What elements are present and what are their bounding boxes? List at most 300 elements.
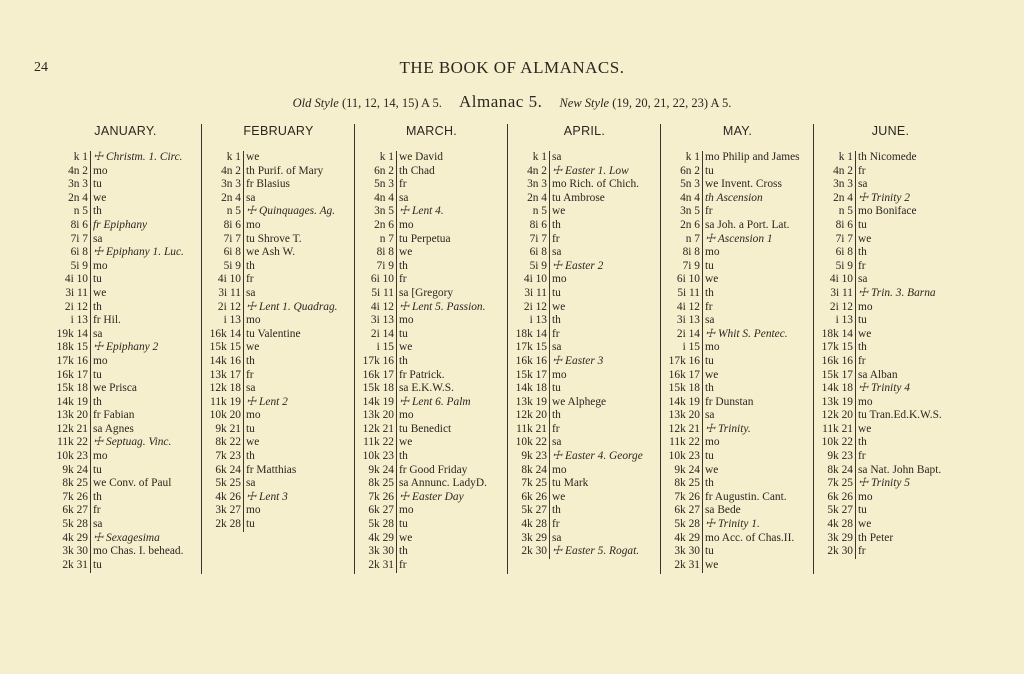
day-row [664, 341, 811, 355]
day-number: 8k 24 [827, 463, 853, 476]
day-number: 8i 6 [70, 218, 88, 231]
day-entry: fr [552, 327, 560, 340]
day-row [664, 409, 811, 423]
day-number: 13k 17 [209, 368, 241, 381]
day-row [664, 178, 811, 192]
day-number: n 7 [685, 232, 700, 245]
day-number: 15k 18 [668, 382, 700, 395]
day-entry: mo [399, 409, 414, 422]
day-entry: fr Blasius [246, 178, 290, 191]
day-row [664, 260, 811, 274]
day-row [664, 205, 811, 219]
day-number: 9k 24 [368, 463, 394, 476]
column-rule [549, 151, 550, 559]
day-row [52, 382, 199, 396]
day-row [817, 151, 964, 165]
day-entry: mo [246, 314, 261, 327]
day-row [205, 504, 352, 518]
day-row [817, 477, 964, 491]
day-entry: sa [246, 477, 256, 490]
day-row [52, 545, 199, 559]
day-number: 4i 10 [523, 273, 547, 286]
day-entry: fr [858, 354, 866, 367]
day-row [205, 491, 352, 505]
day-number: 4k 29 [62, 531, 88, 544]
day-entry: we [399, 436, 413, 449]
day-entry: fr [246, 368, 254, 381]
day-number: 4k 29 [674, 531, 700, 544]
day-entry: we [858, 422, 872, 435]
day-number: 2n 4 [221, 191, 241, 204]
day-row [358, 328, 505, 342]
day-number: 10k 23 [362, 450, 394, 463]
day-row [817, 287, 964, 301]
day-number: 7k 25 [827, 477, 853, 490]
day-number: 16k 17 [362, 368, 394, 381]
day-entry: th [246, 259, 255, 272]
day-row [358, 355, 505, 369]
day-row [52, 341, 199, 355]
day-entry: we [93, 191, 107, 204]
day-row [52, 409, 199, 423]
day-entry: mo [93, 354, 108, 367]
day-entry: we [399, 531, 413, 544]
day-number: 13k 20 [362, 409, 394, 422]
day-entry: we Ash W. [246, 246, 296, 259]
day-entry: mo Chas. I. behead. [93, 545, 184, 558]
day-row [664, 192, 811, 206]
day-entry: mo [552, 273, 567, 286]
day-number: 6i 8 [835, 246, 853, 259]
day-number: 14k 19 [56, 395, 88, 408]
day-row [664, 246, 811, 260]
month-column-may [664, 124, 811, 572]
day-number: 5n 3 [374, 178, 394, 191]
day-row [358, 450, 505, 464]
day-entry: tu [399, 518, 408, 531]
day-entry: we Prisca [93, 382, 137, 395]
day-row [52, 165, 199, 179]
day-number: 5k 25 [215, 477, 241, 490]
day-number: 3n 5 [374, 205, 394, 218]
day-entry: sa [552, 151, 562, 163]
day-number: 12k 21 [56, 422, 88, 435]
day-row [511, 192, 658, 206]
day-number: 4n 4 [680, 191, 700, 204]
day-entry: fr [399, 178, 407, 191]
day-entry: ☩ Epiphany 1. Luc. [93, 246, 184, 259]
day-number: k 1 [379, 151, 394, 163]
day-entry: tu [705, 259, 714, 272]
day-row [358, 518, 505, 532]
day-number: i 13 [70, 314, 88, 327]
day-entry: th [552, 409, 561, 422]
day-entry: sa [552, 341, 562, 354]
day-row [817, 396, 964, 410]
day-entry: ☩ Easter 1. Low [552, 164, 629, 177]
day-number: 17k 15 [821, 341, 853, 354]
day-row [817, 341, 964, 355]
month-column-march [358, 124, 505, 572]
day-number: 2n 4 [68, 191, 88, 204]
day-row [664, 450, 811, 464]
day-row [511, 518, 658, 532]
day-row [817, 504, 964, 518]
day-number: 3i 11 [218, 286, 241, 299]
day-number: i 15 [376, 341, 394, 354]
day-row [52, 355, 199, 369]
day-row [817, 545, 964, 559]
day-number: i 13 [529, 314, 547, 327]
day-row [664, 477, 811, 491]
day-row [205, 287, 352, 301]
day-row [205, 423, 352, 437]
day-number: 7i 7 [835, 232, 853, 245]
day-number: 4i 10 [217, 273, 241, 286]
month-divider [507, 124, 508, 574]
day-entry: mo [93, 450, 108, 463]
day-entry: mo [93, 164, 108, 177]
day-number: 4n 4 [374, 191, 394, 204]
day-number: 11k 19 [210, 395, 241, 408]
day-entry: fr [705, 300, 713, 313]
day-entry: fr [858, 164, 866, 177]
day-entry: mo [399, 314, 414, 327]
day-number: 3n 3 [833, 178, 853, 191]
day-row [511, 178, 658, 192]
day-row [664, 382, 811, 396]
day-entry: sa E.K.W.S. [399, 382, 454, 395]
day-number: 5k 28 [674, 518, 700, 531]
day-row [358, 396, 505, 410]
day-row [205, 314, 352, 328]
day-entry: tu [399, 327, 408, 340]
day-entry: mo [705, 341, 720, 354]
day-row [511, 491, 658, 505]
day-entry: sa [858, 273, 868, 286]
day-number: 2i 12 [523, 300, 547, 313]
day-entry: th [246, 354, 255, 367]
day-entry: sa Bede [705, 504, 741, 517]
day-row [52, 219, 199, 233]
day-entry: fr [858, 545, 866, 558]
column-rule [243, 151, 244, 532]
day-number: 2k 31 [674, 558, 700, 571]
day-row [358, 314, 505, 328]
day-number: 2n 4 [833, 191, 853, 204]
day-row [205, 369, 352, 383]
day-number: i 13 [223, 314, 241, 327]
day-row [817, 355, 964, 369]
day-number: 10k 23 [668, 450, 700, 463]
day-row [358, 273, 505, 287]
day-number: 7i 9 [682, 259, 700, 272]
day-number: 4n 2 [527, 164, 547, 177]
day-row [817, 491, 964, 505]
day-entry: we [705, 368, 719, 381]
day-number: 3i 13 [370, 314, 394, 327]
day-number: 2i 12 [217, 300, 241, 313]
day-number: 10k 22 [821, 436, 853, 449]
day-entry: fr Good Friday [399, 463, 468, 476]
day-number: 13k 19 [515, 395, 547, 408]
day-number: i 15 [682, 341, 700, 354]
day-entry: sa [93, 327, 103, 340]
day-entry: tu Benedict [399, 422, 452, 435]
almanac-label: Almanac 5. [458, 92, 543, 111]
day-row [205, 151, 352, 165]
day-number: 5n 3 [680, 178, 700, 191]
day-row [52, 559, 199, 573]
month-column-june [817, 124, 964, 572]
day-row [358, 260, 505, 274]
day-number: 15k 18 [56, 382, 88, 395]
day-entry: ☩ Trinity 2 [858, 191, 910, 204]
day-row [205, 178, 352, 192]
day-row [664, 328, 811, 342]
day-entry: tu [705, 164, 714, 177]
day-row [205, 409, 352, 423]
day-entry: ☩ Trinity 5 [858, 477, 910, 490]
day-number: 17k 16 [362, 354, 394, 367]
day-row [205, 341, 352, 355]
months-table [52, 124, 952, 574]
month-name: JUNE. [871, 124, 910, 138]
day-list [205, 151, 352, 532]
day-row [52, 518, 199, 532]
day-number: 3i 11 [65, 286, 88, 299]
day-row [664, 504, 811, 518]
day-row [664, 273, 811, 287]
day-row [358, 504, 505, 518]
day-entry: mo [399, 504, 414, 517]
day-number: 19k 14 [56, 327, 88, 340]
day-number: k 1 [532, 151, 547, 163]
day-entry: mo Boniface [858, 205, 917, 218]
day-row [52, 287, 199, 301]
day-number: k 1 [685, 151, 700, 163]
day-entry: tu [552, 286, 561, 299]
day-row [664, 518, 811, 532]
month-name: FEBRUARY [243, 124, 314, 138]
day-row [664, 436, 811, 450]
day-entry: tu Tran.Ed.K.W.S. [858, 409, 942, 422]
day-row [358, 165, 505, 179]
day-entry: fr [552, 232, 560, 245]
day-row [358, 219, 505, 233]
day-number: 15k 18 [362, 382, 394, 395]
day-entry: th Ascension [705, 191, 763, 204]
day-entry: we [705, 463, 719, 476]
column-rule [855, 151, 856, 559]
day-entry: we [399, 246, 413, 259]
day-entry: we Invent. Cross [705, 178, 782, 191]
day-row [205, 273, 352, 287]
day-row [205, 233, 352, 247]
day-entry: we [705, 558, 719, 571]
day-entry: tu [705, 450, 714, 463]
day-row [358, 409, 505, 423]
day-number: 6k 26 [521, 490, 547, 503]
day-entry: ☩ Trinity. [705, 422, 751, 435]
day-entry: tu [858, 218, 867, 231]
day-row [205, 205, 352, 219]
day-row [511, 532, 658, 546]
day-entry: fr Matthias [246, 463, 297, 476]
day-entry: we Conv. of Paul [93, 477, 172, 490]
day-entry: tu Ambrose [552, 191, 605, 204]
day-row [205, 518, 352, 532]
day-row [817, 518, 964, 532]
day-number: 8i 8 [376, 246, 394, 259]
day-entry: ☩ Lent 5. Passion. [399, 300, 486, 313]
day-list [511, 151, 658, 559]
day-number: 3n 3 [527, 178, 547, 191]
day-number: 11k 22 [363, 436, 394, 449]
day-number: 3n 3 [221, 178, 241, 191]
day-entry: mo [552, 463, 567, 476]
day-entry: mo Philip and James [705, 151, 800, 163]
day-list [817, 151, 964, 559]
day-row [511, 205, 658, 219]
day-entry: fr Fabian [93, 409, 135, 422]
day-number: 6i 10 [370, 273, 394, 286]
day-number: 16k 16 [821, 354, 853, 367]
day-row [52, 491, 199, 505]
day-number: 3k 30 [674, 545, 700, 558]
day-entry: fr Dunstan [705, 395, 754, 408]
day-entry: th [705, 382, 714, 395]
day-row [664, 491, 811, 505]
day-entry: ☩ Easter 4. George [552, 450, 643, 463]
new-style-numbers: (19, 20, 21, 22, 23) A 5. [612, 96, 732, 110]
day-number: 17k 16 [56, 354, 88, 367]
day-number: 17k 15 [515, 341, 547, 354]
day-row [358, 532, 505, 546]
day-number: n 7 [379, 232, 394, 245]
day-number: 4k 28 [827, 518, 853, 531]
day-entry: sa [705, 409, 715, 422]
day-row [511, 301, 658, 315]
day-row [358, 491, 505, 505]
day-entry: we [858, 327, 872, 340]
day-entry: sa [246, 191, 256, 204]
month-name: MARCH. [405, 124, 458, 138]
day-row [511, 273, 658, 287]
day-entry: tu [93, 558, 102, 571]
day-row [52, 532, 199, 546]
day-number: 15k 15 [209, 341, 241, 354]
day-row [511, 355, 658, 369]
day-number: 13k 20 [56, 409, 88, 422]
month-column-january [52, 124, 199, 572]
day-entry: th Nicomede [858, 151, 917, 163]
day-number: 3n 3 [68, 178, 88, 191]
day-row [664, 355, 811, 369]
day-row [817, 273, 964, 287]
day-entry: tu [705, 354, 714, 367]
day-number: 3k 30 [368, 545, 394, 558]
day-row [52, 273, 199, 287]
day-number: 8k 25 [674, 477, 700, 490]
day-entry: fr Epiphany [93, 218, 148, 231]
day-row [817, 450, 964, 464]
day-entry: ☩ Lent 4. [399, 205, 444, 218]
day-number: 7k 26 [62, 490, 88, 503]
day-row [358, 545, 505, 559]
day-number: 10k 23 [56, 450, 88, 463]
day-entry: sa [Gregory [399, 286, 454, 299]
day-number: 9k 23 [827, 450, 853, 463]
day-row [817, 532, 964, 546]
day-entry: fr [399, 273, 407, 286]
day-row [205, 246, 352, 260]
day-entry: tu [246, 422, 255, 435]
day-entry: th [552, 504, 561, 517]
day-entry: ☩ Septuag. Vinc. [93, 436, 172, 449]
day-number: 5i 9 [529, 259, 547, 272]
day-number: n 5 [838, 205, 853, 218]
day-row [52, 396, 199, 410]
day-entry: fr Patrick. [399, 368, 445, 381]
day-entry: tu Valentine [246, 327, 301, 340]
day-row [664, 287, 811, 301]
day-number: 16k 16 [515, 354, 547, 367]
day-entry: sa [93, 518, 103, 531]
day-number: 3n 5 [680, 205, 700, 218]
day-number: 9k 23 [521, 450, 547, 463]
day-entry: th [858, 341, 867, 354]
day-entry: we [705, 273, 719, 286]
day-number: 12k 18 [209, 382, 241, 395]
day-number: 2k 31 [368, 558, 394, 571]
day-row [817, 464, 964, 478]
book-title: THE BOOK OF ALMANACS. [399, 58, 625, 77]
day-entry: we [552, 300, 566, 313]
day-row [511, 151, 658, 165]
day-entry: sa Joh. a Port. Lat. [705, 218, 790, 231]
day-number: 15k 17 [515, 368, 547, 381]
day-entry: mo [246, 218, 261, 231]
day-entry: tu [93, 178, 102, 191]
day-entry: mo [93, 259, 108, 272]
day-row [358, 151, 505, 165]
day-number: 5i 9 [835, 259, 853, 272]
day-number: 14k 18 [515, 382, 547, 395]
day-number: 4i 12 [676, 300, 700, 313]
day-number: 6n 2 [680, 164, 700, 177]
day-number: 4k 26 [215, 490, 241, 503]
day-entry: ☩ Lent 6. Palm [399, 395, 471, 408]
day-entry: sa Nat. John Bapt. [858, 463, 942, 476]
day-entry: ☩ Lent 3 [246, 490, 288, 503]
day-number: 5k 28 [368, 518, 394, 531]
day-row [817, 369, 964, 383]
day-number: 2k 30 [521, 545, 547, 558]
day-list [52, 151, 199, 572]
day-entry: ☩ Lent 1. Quadrag. [246, 300, 338, 313]
day-number: 17k 16 [668, 354, 700, 367]
day-entry: fr Hil. [93, 314, 121, 327]
day-number: 6k 27 [368, 504, 394, 517]
day-entry: sa Agnes [93, 422, 134, 435]
day-entry: tu [858, 314, 867, 327]
day-number: 12k 21 [668, 422, 700, 435]
day-row [52, 233, 199, 247]
day-number: 11k 21 [822, 422, 853, 435]
day-number: 12k 20 [515, 409, 547, 422]
day-row [664, 545, 811, 559]
